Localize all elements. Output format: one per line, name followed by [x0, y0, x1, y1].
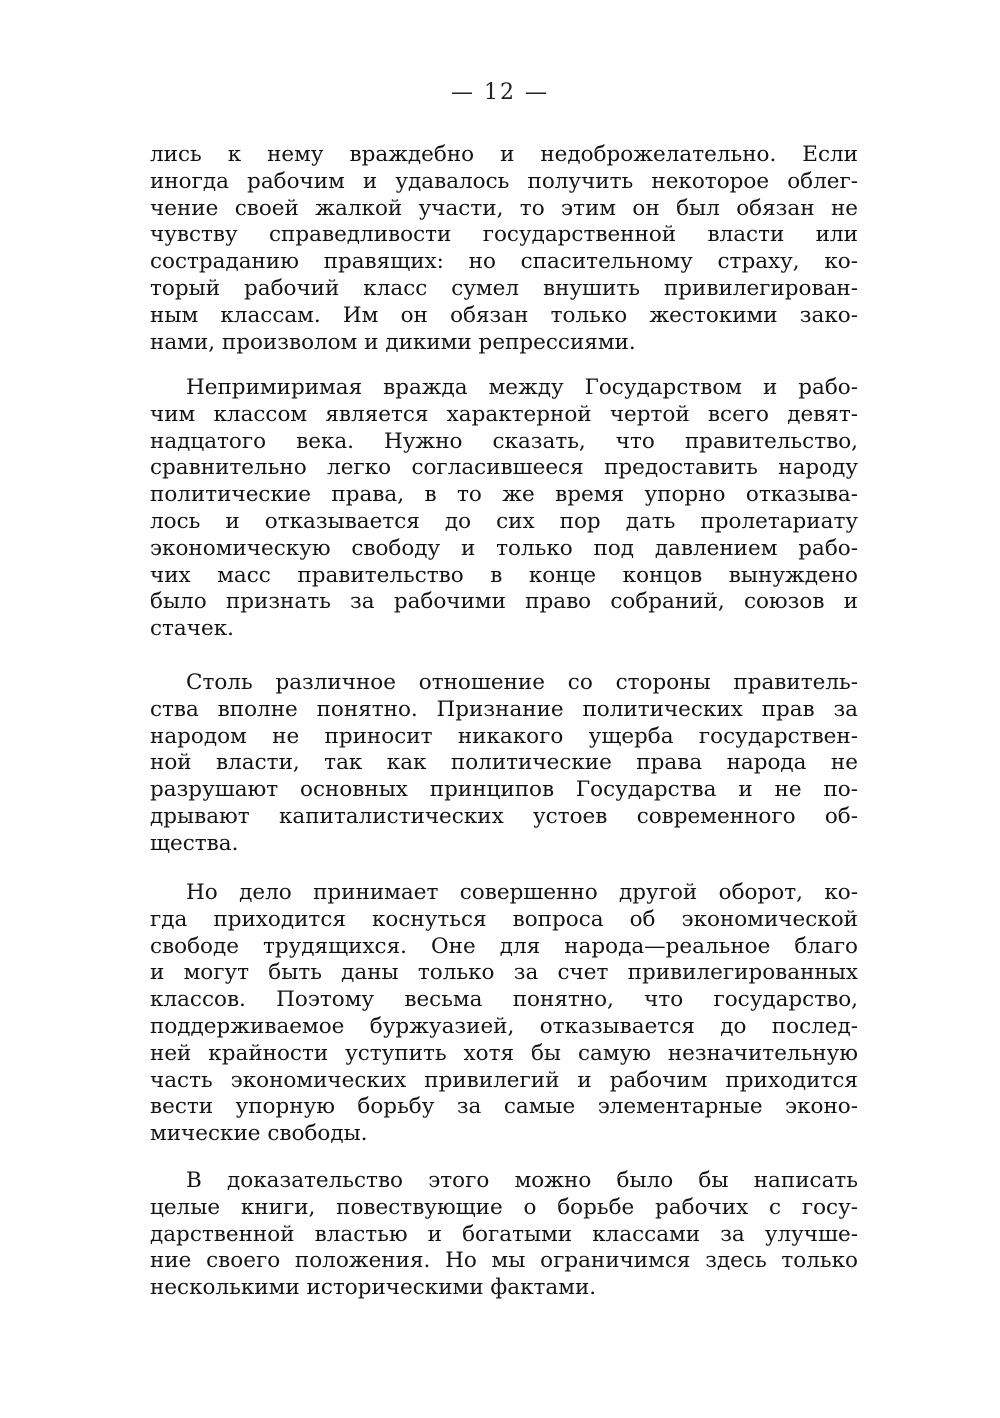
- text-line: гда приходится коснуться вопроса об экономической: [150, 906, 858, 932]
- text-line: торый рабочий класс сумел внушить привилегирован-: [150, 275, 858, 301]
- text-line: было признать за рабочими право собраний, союзов и: [150, 589, 858, 615]
- text-line: экономическую свободу и только под давлением рабо-: [150, 535, 858, 561]
- text-line: народом не приносит никакого ущерба государствен-: [150, 723, 858, 749]
- text-line: Непримиримая вражда между Государством и рабо-: [186, 375, 858, 400]
- text-line: ней крайности уступить хотя бы самую незначительную: [150, 1040, 858, 1066]
- text-line: состраданию правящих: но спасительному страху, ко-: [150, 249, 858, 275]
- paragraph-1: [150, 142, 858, 356]
- text-line: чение своей жалкой участи, то этим он был обязан не: [150, 195, 858, 221]
- page-number: — 12 —: [451, 80, 549, 105]
- text-line: дарственной властью и богатыми классами за улучше-: [150, 1221, 858, 1247]
- paragraph-2: [150, 375, 858, 643]
- paragraph-5: [150, 1168, 858, 1302]
- text-line: разрушают основных принципов Государства и не по-: [150, 777, 858, 803]
- text-line: сравнительно легко согласившееся предоставить народу: [150, 455, 858, 481]
- text-line: чих масс правительство в конце концов вынуждено: [150, 562, 858, 588]
- text-line: классов. Поэтому весьма понятно, что государство,: [150, 987, 858, 1013]
- text-line: В доказательство этого можно было бы написать: [186, 1168, 858, 1193]
- text-line: часть экономических привилегий и рабочим приходится: [150, 1067, 858, 1093]
- text-line: поддерживаемое буржуазией, отказывается до послед-: [150, 1013, 858, 1039]
- text-line: чувству справедливости государственной власти или: [150, 222, 858, 248]
- text-line: ной власти, так как политические права народа не: [150, 750, 858, 776]
- text-line: и могут быть даны только за счет привилегированных: [150, 960, 858, 986]
- text-line: нами, произволом и дикими репрессиями.: [150, 329, 636, 355]
- text-line: стачек.: [150, 616, 234, 642]
- text-line: надцатого века. Нужно сказать, что правительство,: [150, 428, 858, 454]
- text-line: мические свободы.: [150, 1121, 368, 1147]
- text-line: несколькими историческими фактами.: [150, 1275, 597, 1301]
- paragraph-4: [150, 880, 858, 1148]
- text-line: Столь различное отношение со стороны правитель-: [186, 670, 858, 695]
- text-line: лось и отказывается до сих пор дать пролетариату: [150, 508, 858, 534]
- paragraph-3: [150, 670, 858, 858]
- text-line: целые книги, повествующие о борьбе рабочих с госу-: [150, 1194, 858, 1220]
- text-line: политические права, в то же время упорно отказыва-: [150, 482, 858, 508]
- text-line: свободе трудящихся. Оне для народа—реальное благо: [150, 933, 858, 959]
- text-line: лись к нему враждебно и недоброжелательно. Если: [150, 142, 858, 167]
- text-line: вести упорную борьбу за самые элементарные эконо-: [150, 1094, 858, 1120]
- text-line: ства вполне понятно. Признание политических прав за: [150, 696, 858, 722]
- text-line: Но дело принимает совершенно другой оборот, ко-: [186, 880, 858, 905]
- text-line: ным классам. Им он обязан только жестокими зако-: [150, 302, 858, 328]
- text-line: ние своего положения. Но мы ограничимся здесь только: [150, 1248, 858, 1274]
- text-line: иногда рабочим и удавалось получить некоторое облег-: [150, 168, 858, 194]
- text-line: дрывают капиталистических устоев современного об-: [150, 803, 858, 829]
- text-line: щества.: [150, 830, 239, 856]
- text-line: чим классом является характерной чертой всего девят-: [150, 401, 858, 427]
